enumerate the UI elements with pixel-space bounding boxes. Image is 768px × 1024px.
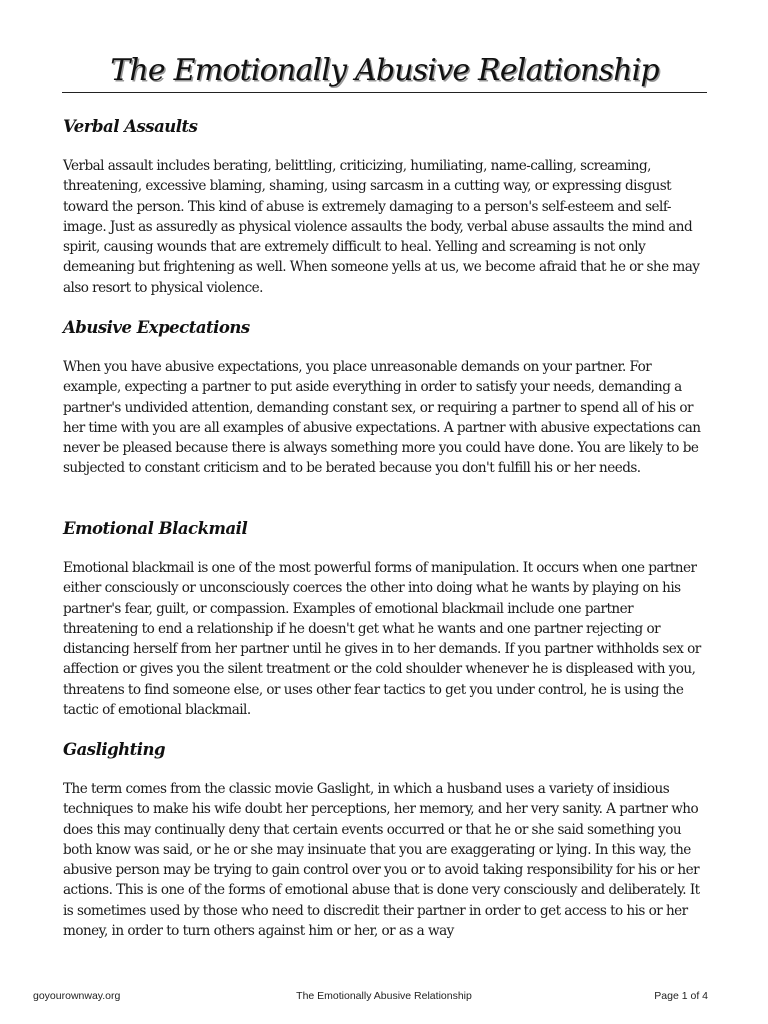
section-body: Emotional blackmail is one of the most powerful forms of manipulation. It occurs when one partner either consciously or unconsciously coerces the other into doing what he wants by playing on his partner's fear, guilt, or compassion. Examples of emotional blackmail include one partner threatening to end a relationship if he doesn't get what he wants and one partner rejecting or distancing herself from her partner until he gives in to her demands. If you partner withholds sex or affection or gives you the silent treatment or the cold shoulder whenever he is displeased with you, threatens to find someone else, or uses other fear tactics to get you under control, he is using the tactic of emotional blackmail. (63, 560, 701, 719)
document-title: The Emotionally Abusive Relationship (110, 53, 659, 88)
section-heading: Verbal Assaults (63, 117, 198, 136)
section-heading: Emotional Blackmail (63, 519, 248, 538)
section-abusive-expectations (63, 317, 703, 479)
section-emotional-blackmail (63, 518, 703, 720)
section-heading: Gaslighting (63, 740, 166, 759)
section-gaslighting (63, 739, 703, 941)
title-underline (62, 92, 707, 93)
section-heading: Abusive Expectations (63, 318, 250, 337)
footer-document-title: The Emotionally Abusive Relationship (296, 990, 472, 1002)
footer-page-number: Page 1 of 4 (654, 990, 708, 1002)
section-body: The term comes from the classic movie Gaslight, in which a husband uses a variety of insidious techniques to make his wife doubt her perceptions, her memory, and her very sanity. A partner who does this may continually deny that certain events occurred or that he or she said something you both know was said, or he or she may insinuate that you are exaggerating or lying. In this way, the abusive person may be trying to gain control over you or to avoid taking responsibility for his or her actions. This is one of the forms of emotional abuse that is done very consciously and deliberately. It is sometimes used by those who need to discredit their partner in order to get access to his or her money, in order to turn others against him or her, or as a way (63, 781, 700, 940)
section-body: When you have abusive expectations, you place unreasonable demands on your partner. For example, expecting a partner to put aside everything in order to satisfy your needs, demanding a partner's undivided attention, demanding constant sex, or requiring a partner to spend all of his or her time with you are all examples of abusive expectations. A partner with abusive expectations can never be pleased because there is always something more you could have done. You are likely to be subjected to constant criticism and to be berated because you don't fulfill his or her needs. (63, 359, 701, 477)
footer-site: goyourownway.org (33, 990, 121, 1002)
section-verbal-assaults (63, 116, 703, 298)
section-body: Verbal assault includes berating, belittling, criticizing, humiliating, name-calling, screaming, threatening, excessive blaming, shaming, using sarcasm in a cutting way, or expressing disgust toward the person. This kind of abuse is extremely damaging to a person's self-esteem and self-image. Just as assuredly as physical violence assaults the body, verbal abuse assaults the mind and spirit, causing wounds that are extremely difficult to heal. Yelling and screaming is not only demeaning but frightening as well. When someone yells at us, we become afraid that he or she may also resort to physical violence. (63, 158, 700, 296)
